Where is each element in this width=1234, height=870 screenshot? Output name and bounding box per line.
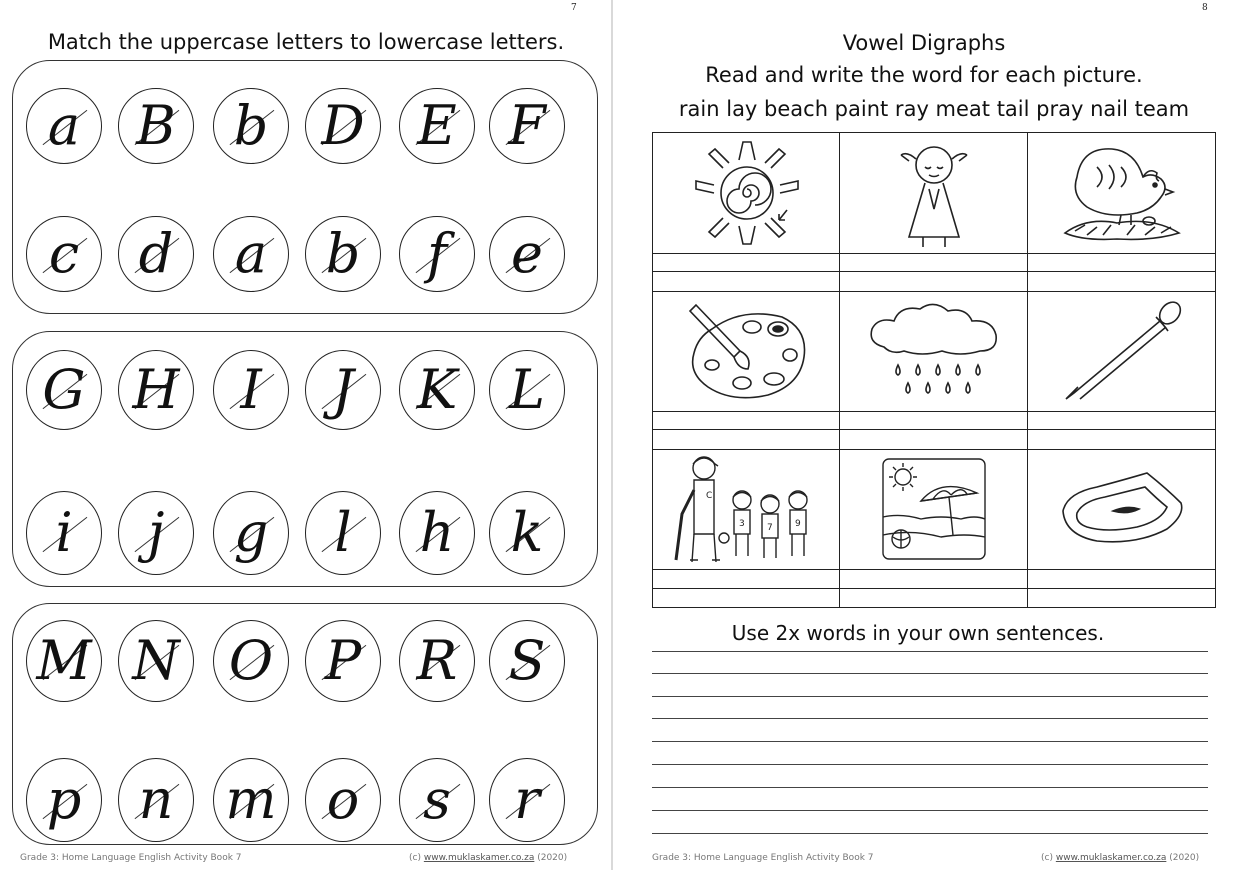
letter-glyph: K bbox=[416, 358, 458, 421]
letter-circle[interactable] bbox=[118, 758, 194, 842]
page-title: Match the uppercase letters to lowercase letters. bbox=[47, 30, 565, 54]
footer-left: Grade 3: Home Language English Activity Book 7 bbox=[652, 853, 874, 863]
picture-cell bbox=[1028, 291, 1215, 411]
word-bank: rain lay beach paint ray meat tail pray nail team bbox=[678, 97, 1190, 121]
letter-glyph: G bbox=[42, 358, 86, 421]
svg-text:9: 9 bbox=[794, 519, 801, 529]
svg-text:3: 3 bbox=[738, 519, 745, 529]
letter-circle[interactable] bbox=[305, 758, 381, 842]
letter-circle[interactable] bbox=[213, 491, 289, 575]
letter-glyph: l bbox=[334, 501, 352, 564]
footer-copyright: (c) bbox=[1041, 853, 1056, 863]
footer-right bbox=[409, 853, 567, 863]
letter-circle[interactable] bbox=[213, 620, 289, 702]
letter-circle[interactable] bbox=[26, 620, 102, 702]
footer-copyright: (c) bbox=[409, 853, 424, 863]
instruction: Read and write the word for each picture. bbox=[705, 63, 1143, 87]
nail-icon bbox=[1052, 299, 1192, 403]
letter-circle[interactable] bbox=[399, 216, 475, 292]
picture-cell bbox=[653, 449, 840, 569]
write-line bbox=[653, 569, 1215, 570]
letter-glyph: c bbox=[48, 222, 80, 285]
write-line bbox=[653, 429, 1215, 430]
svg-text:C: C bbox=[705, 491, 712, 501]
letter-glyph: h bbox=[419, 501, 455, 564]
letter-circle[interactable] bbox=[213, 350, 289, 430]
letter-circle[interactable] bbox=[213, 216, 289, 292]
team-icon bbox=[672, 450, 822, 568]
letter-glyph: P bbox=[324, 629, 362, 692]
write-line bbox=[653, 271, 1215, 272]
letter-circle[interactable] bbox=[118, 350, 194, 430]
writing-line bbox=[652, 718, 1208, 719]
writing-line bbox=[652, 787, 1208, 788]
footer-right bbox=[1041, 853, 1199, 863]
letter-glyph: E bbox=[417, 94, 457, 157]
rain-cloud-icon bbox=[864, 299, 1004, 403]
meat-icon bbox=[1057, 469, 1187, 549]
letter-circle[interactable] bbox=[26, 491, 102, 575]
letter-circle[interactable] bbox=[399, 758, 475, 842]
letter-circle[interactable] bbox=[26, 758, 102, 842]
letter-circle[interactable] bbox=[118, 216, 194, 292]
sun-icon bbox=[687, 138, 807, 248]
picture-cell bbox=[840, 449, 1028, 569]
sentence-instruction: Use 2x words in your own sentences. bbox=[731, 621, 1105, 645]
footer-year: (2020) bbox=[1166, 853, 1200, 863]
praying-girl-icon bbox=[879, 137, 989, 249]
letter-glyph: e bbox=[511, 222, 543, 285]
writing-line bbox=[652, 833, 1208, 834]
letter-circle[interactable] bbox=[305, 620, 381, 702]
letter-glyph: r bbox=[514, 768, 540, 831]
letter-glyph: n bbox=[138, 768, 174, 831]
letter-circle[interactable] bbox=[399, 620, 475, 702]
picture-cell bbox=[1028, 133, 1215, 253]
letter-glyph: o bbox=[326, 768, 360, 831]
letter-circle[interactable] bbox=[305, 350, 381, 430]
letter-glyph: R bbox=[416, 629, 458, 692]
letter-circle[interactable] bbox=[305, 216, 381, 292]
letter-glyph: N bbox=[132, 629, 180, 692]
writing-line bbox=[652, 696, 1208, 697]
letter-glyph: g bbox=[233, 501, 269, 564]
picture-cell bbox=[653, 133, 840, 253]
letter-glyph: S bbox=[508, 629, 546, 692]
beach-icon bbox=[881, 457, 987, 561]
letter-glyph: a bbox=[234, 222, 268, 285]
picture-cell bbox=[1028, 449, 1215, 569]
letter-circle[interactable] bbox=[489, 491, 565, 575]
page-title: Vowel Digraphs bbox=[842, 31, 1006, 55]
writing-line bbox=[652, 651, 1208, 652]
letter-glyph: m bbox=[225, 768, 277, 831]
letter-glyph: H bbox=[132, 358, 180, 421]
letter-circle[interactable] bbox=[489, 216, 565, 292]
letter-circle[interactable] bbox=[489, 620, 565, 702]
writing-line bbox=[652, 810, 1208, 811]
letter-circle[interactable] bbox=[118, 620, 194, 702]
letter-glyph: p bbox=[46, 768, 82, 831]
letter-glyph: j bbox=[147, 501, 165, 564]
left-page bbox=[0, 0, 612, 870]
letter-glyph: b bbox=[233, 94, 269, 157]
footer-url[interactable]: www.muklaskamer.co.za bbox=[423, 853, 535, 863]
letter-circle[interactable] bbox=[489, 758, 565, 842]
letter-circle[interactable] bbox=[489, 88, 565, 164]
picture-word-grid bbox=[652, 132, 1216, 608]
writing-line bbox=[652, 741, 1208, 742]
letter-circle[interactable] bbox=[305, 491, 381, 575]
letter-glyph: F bbox=[508, 94, 546, 157]
writing-line bbox=[652, 673, 1208, 674]
letter-circle[interactable] bbox=[489, 350, 565, 430]
write-line bbox=[653, 411, 1215, 412]
letter-glyph: i bbox=[55, 501, 73, 564]
write-line bbox=[653, 588, 1215, 589]
letter-circle[interactable] bbox=[118, 88, 194, 164]
letter-glyph: b bbox=[325, 222, 361, 285]
page-number: 8 bbox=[1202, 3, 1208, 13]
letter-glyph: M bbox=[36, 629, 92, 692]
footer-url[interactable]: www.muklaskamer.co.za bbox=[1055, 853, 1167, 863]
letter-circle[interactable] bbox=[26, 350, 102, 430]
picture-cell bbox=[840, 133, 1028, 253]
letter-glyph: J bbox=[332, 358, 354, 421]
letter-glyph: a bbox=[47, 94, 81, 157]
letter-circle[interactable] bbox=[118, 491, 194, 575]
letter-circle[interactable] bbox=[399, 491, 475, 575]
letter-circle[interactable] bbox=[26, 216, 102, 292]
letter-glyph: s bbox=[423, 768, 451, 831]
letter-glyph: f bbox=[427, 222, 447, 285]
letter-glyph: D bbox=[321, 94, 365, 157]
letter-glyph: B bbox=[136, 94, 176, 157]
letter-circle[interactable] bbox=[213, 88, 289, 164]
footer-left: Grade 3: Home Language English Activity Book 7 bbox=[20, 853, 242, 863]
letter-glyph: I bbox=[240, 358, 262, 421]
letter-glyph: O bbox=[228, 629, 274, 692]
page-number: 7 bbox=[571, 3, 577, 13]
page-divider bbox=[611, 0, 613, 870]
letter-circle[interactable] bbox=[26, 88, 102, 164]
hen-icon bbox=[1057, 137, 1187, 249]
svg-text:7: 7 bbox=[766, 523, 773, 533]
letter-circle[interactable] bbox=[399, 88, 475, 164]
paint-palette-icon bbox=[682, 299, 812, 403]
letter-glyph: L bbox=[509, 358, 545, 421]
letter-circle[interactable] bbox=[213, 758, 289, 842]
letter-glyph: d bbox=[138, 222, 174, 285]
letter-circle[interactable] bbox=[399, 350, 475, 430]
picture-cell bbox=[840, 291, 1028, 411]
footer-year: (2020) bbox=[534, 853, 568, 863]
writing-line bbox=[652, 764, 1208, 765]
letter-glyph: k bbox=[510, 501, 544, 564]
picture-cell bbox=[653, 291, 840, 411]
write-line bbox=[653, 253, 1215, 254]
letter-circle[interactable] bbox=[305, 88, 381, 164]
